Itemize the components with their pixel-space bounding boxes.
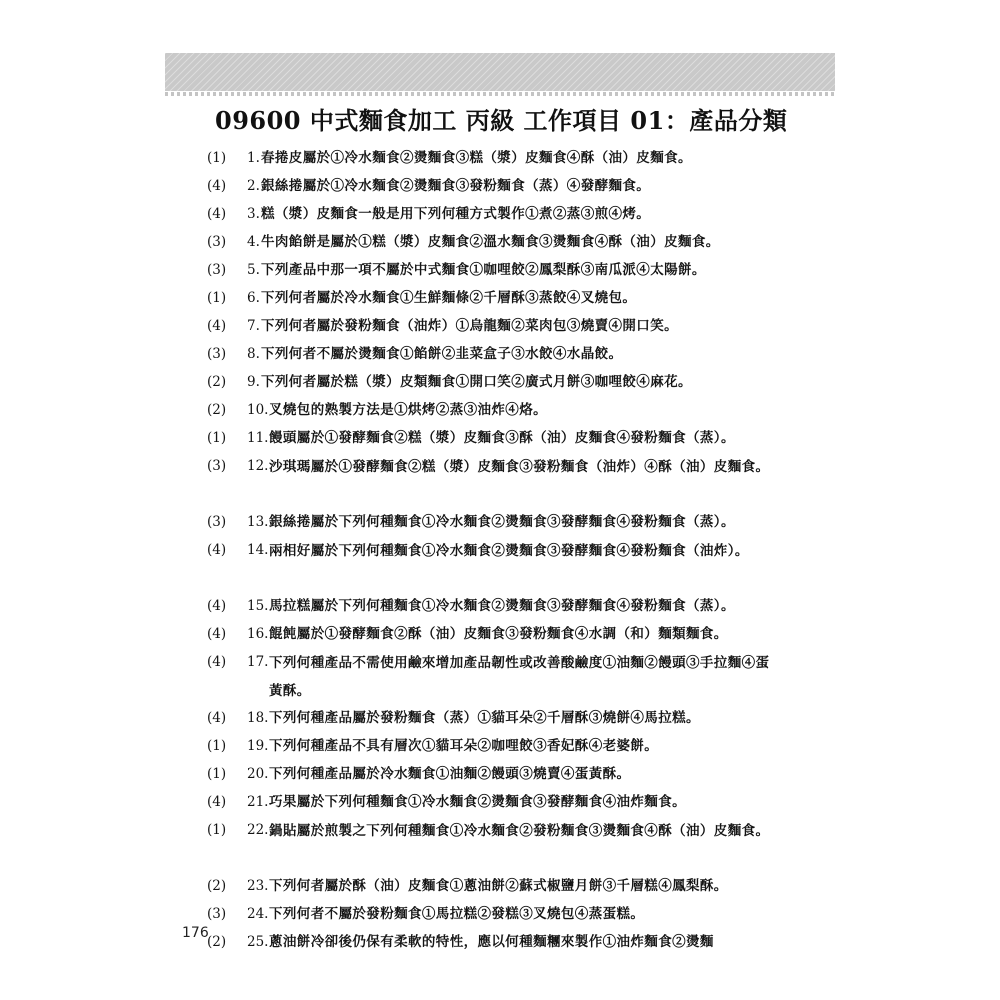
question-number: 9. [247, 374, 260, 390]
answer-key: (3) [207, 514, 227, 530]
answer-key: (4) [207, 598, 227, 614]
question-text: 叉燒包的熟製方法是①烘烤②蒸③油炸④烙。 [269, 402, 547, 418]
question-number: 1. [247, 150, 260, 166]
question-text: 下列何者屬於糕（漿）皮類麵食①開口笑②廣式月餅③咖哩餃④麻花。 [261, 374, 692, 390]
question-text: 下列何者不屬於燙麵食①餡餅②韭菜盒子③水餃④水晶餃。 [261, 346, 623, 362]
question-number: 21. [247, 794, 269, 810]
question-text: 下列何者屬於酥（油）皮麵食①蔥油餅②蘇式椒鹽月餅③千層糕④鳳梨酥。 [269, 878, 728, 894]
page-number: 176 [182, 925, 209, 941]
answer-key: (4) [207, 654, 227, 670]
question-number: 7. [247, 318, 260, 334]
question-text: 牛肉餡餅是屬於①糕（漿）皮麵食②溫水麵食③燙麵食④酥（油）皮麵食。 [261, 234, 720, 250]
question-number: 16. [247, 626, 269, 642]
answer-key: (3) [207, 234, 227, 250]
answer-key: (3) [207, 906, 227, 922]
question-number: 22. [247, 822, 269, 838]
answer-key: (4) [207, 206, 227, 222]
question-number: 20. [247, 766, 269, 782]
question-number: 5. [247, 262, 260, 278]
header-band [165, 53, 835, 91]
question-text: 下列何種產品不具有層次①貓耳朵②咖哩餃③香妃酥④老婆餅。 [269, 738, 659, 754]
answer-key: (1) [207, 290, 227, 306]
question-number: 17. [247, 654, 269, 670]
question-number: 2. [247, 178, 260, 194]
question-text: 沙琪瑪屬於①發酵麵食②糕（漿）皮麵食③發粉麵食（油炸）④酥（油）皮麵食。 [269, 459, 770, 475]
question-text: 巧果屬於下列何種麵食①冷水麵食②燙麵食③發酵麵食④油炸麵食。 [269, 794, 686, 810]
answer-key: (3) [207, 346, 227, 362]
question-text: 下列何者屬於冷水麵食①生鮮麵條②千層酥③蒸餃④叉燒包。 [261, 290, 637, 306]
question-number: 12. [247, 458, 269, 474]
question-text: 下列何者不屬於發粉麵食①馬拉糕②發糕③叉燒包④蒸蛋糕。 [269, 906, 645, 922]
answer-key: (1) [207, 822, 227, 838]
question-text: 糕（漿）皮麵食一般是用下列何種方式製作①煮②蒸③煎④烤。 [261, 206, 651, 222]
answer-key: (4) [207, 178, 227, 194]
question-number: 10. [247, 402, 269, 418]
question-text: 下列產品中那一項不屬於中式麵食①咖哩餃②鳳梨酥③南瓜派④太陽餅。 [261, 262, 706, 278]
answer-key: (1) [207, 430, 227, 446]
question-number: 3. [247, 206, 260, 222]
answer-key: (1) [207, 150, 227, 166]
answer-key: (4) [207, 318, 227, 334]
question-number: 18. [247, 710, 269, 726]
question-number: 25. [247, 934, 269, 950]
question-number: 24. [247, 906, 269, 922]
question-number: 4. [247, 234, 260, 250]
question-number: 23. [247, 878, 269, 894]
question-text: 銀絲捲屬於下列何種麵食①冷水麵食②燙麵食③發酵麵食④發粉麵食（蒸）。 [269, 514, 735, 530]
question-number: 6. [247, 290, 260, 306]
answer-key: (2) [207, 934, 227, 950]
question-text: 下列何種產品不需使用鹼來增加產品韌性或改善酸鹼度①油麵②饅頭③手拉麵④蛋黃酥。 [269, 655, 770, 699]
answer-key: (4) [207, 710, 227, 726]
question-text: 兩相好屬於下列何種麵食①冷水麵食②燙麵食③發酵麵食④發粉麵食（油炸）。 [269, 543, 749, 559]
question-text: 饅頭屬於①發酵麵食②糕（漿）皮麵食③酥（油）皮麵食④發粉麵食（蒸）。 [269, 430, 735, 446]
answer-key: (4) [207, 794, 227, 810]
question-text: 下列何種產品屬於冷水麵食①油麵②饅頭③燒賣④蛋黃酥。 [269, 766, 631, 782]
page-title: 09600 中式麵食加工 丙級 工作項目 01：產品分類 [215, 106, 788, 135]
answer-key: (4) [207, 542, 227, 558]
answer-key: (1) [207, 738, 227, 754]
question-text: 餛飩屬於①發酵麵食②酥（油）皮麵食③發粉麵食④水調（和）麵類麵食。 [269, 626, 728, 642]
question-number: 11. [247, 430, 269, 446]
answer-key: (3) [207, 458, 227, 474]
question-text: 鍋貼屬於煎製之下列何種麵食①冷水麵食②發粉麵食③燙麵食④酥（油）皮麵食。 [269, 823, 770, 839]
answer-key: (4) [207, 626, 227, 642]
answer-key: (2) [207, 402, 227, 418]
question-text: 馬拉糕屬於下列何種麵食①冷水麵食②燙麵食③發酵麵食④發粉麵食（蒸）。 [269, 598, 735, 614]
question-number: 8. [247, 346, 260, 362]
answer-key: (3) [207, 262, 227, 278]
question-number: 14. [247, 542, 269, 558]
answer-key: (1) [207, 766, 227, 782]
question-number: 19. [247, 738, 269, 754]
question-text: 春捲皮屬於①冷水麵食②燙麵食③糕（漿）皮麵食④酥（油）皮麵食。 [261, 150, 692, 166]
question-number: 15. [247, 598, 269, 614]
question-text: 銀絲捲屬於①冷水麵食②燙麵食③發粉麵食（蒸）④發酵麵食。 [261, 178, 651, 194]
question-number: 13. [247, 514, 269, 530]
question-text: 下列何種產品屬於發粉麵食（蒸）①貓耳朵②千層酥③燒餅④馬拉糕。 [269, 710, 700, 726]
question-text: 蔥油餅冷卻後仍保有柔軟的特性，應以何種麵糰來製作①油炸麵食②燙麵 [269, 934, 714, 950]
answer-key: (2) [207, 878, 227, 894]
question-text: 下列何者屬於發粉麵食（油炸）①烏龍麵②菜肉包③燒賣④開口笑。 [261, 318, 678, 334]
answer-key: (2) [207, 374, 227, 390]
